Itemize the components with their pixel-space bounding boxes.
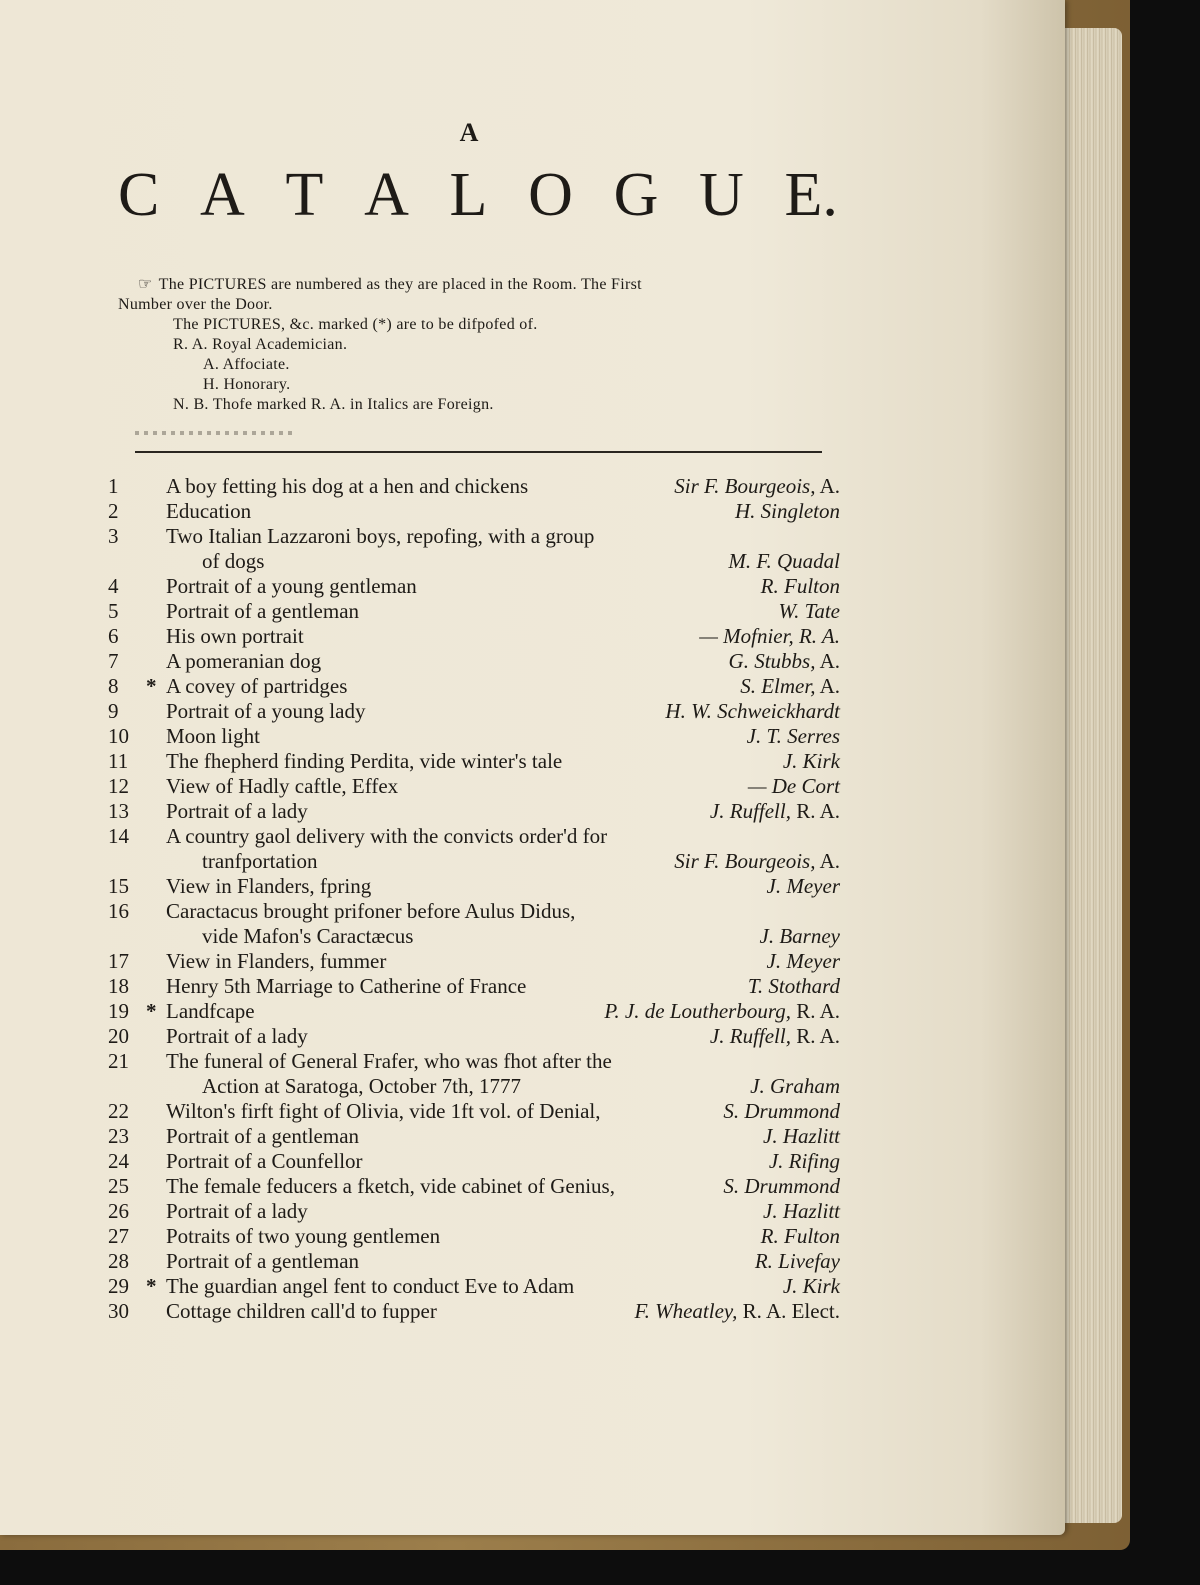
for-sale-mark: * — [146, 999, 157, 1023]
artist-name: J. Hazlitt — [763, 1199, 840, 1223]
entry-number: 14 — [108, 824, 129, 848]
entry-title: Moon light — [166, 724, 260, 748]
catalogue-entry — [100, 724, 840, 749]
entry-number: 8 — [108, 674, 119, 698]
artist-name: J. Barney — [759, 924, 840, 948]
title-article: A — [459, 118, 481, 147]
artist-rank: R. A. — [796, 999, 840, 1023]
entry-number: 9 — [108, 699, 119, 723]
entry-artist — [748, 774, 840, 799]
catalogue-entry — [100, 1024, 840, 1049]
artist-name: J. Kirk — [782, 1274, 840, 1298]
artist-rank: R. A. Elect. — [742, 1299, 840, 1323]
entry-row — [100, 799, 840, 824]
entry-artist — [665, 699, 840, 724]
entry-title: Cottage children call'd to fupper — [166, 1299, 437, 1323]
artist-name: W. Tate — [778, 599, 840, 623]
entry-title: Henry 5th Marriage to Catherine of France — [166, 974, 527, 998]
instructions-notes — [118, 275, 848, 415]
entry-continuation — [100, 924, 840, 949]
catalogue-entry — [100, 624, 840, 649]
entry-row — [100, 824, 840, 849]
for-sale-mark: * — [146, 1274, 157, 1298]
catalogue-entry — [100, 1049, 840, 1099]
note-line — [118, 275, 848, 295]
note-line: Number over the Door. — [118, 296, 273, 313]
catalogue-entry — [100, 649, 840, 674]
catalogue-entry — [100, 1274, 840, 1299]
entry-artist — [710, 799, 840, 824]
catalogue-entry — [100, 1249, 840, 1274]
artist-name: P. J. de Loutherbourg, — [604, 999, 791, 1023]
catalogue-entry — [100, 899, 840, 949]
title-letter: C — [118, 161, 160, 229]
entry-title: The guardian angel fent to conduct Eve to Adam — [166, 1274, 575, 1298]
entry-title: His own portrait — [166, 624, 304, 648]
artist-name: F. Wheatley, — [634, 1299, 738, 1323]
catalogue-entry — [100, 999, 840, 1024]
entry-artist — [750, 1074, 840, 1099]
entry-title: Portrait of a gentleman — [166, 599, 360, 623]
entry-title-continued: vide Mafon's Caractæcus — [202, 924, 414, 948]
entry-number: 13 — [108, 799, 129, 823]
entry-title: Portrait of a lady — [166, 1199, 308, 1223]
entry-artist — [763, 1124, 840, 1149]
title-letter: U — [699, 161, 744, 229]
artist-name: G. Stubbs, — [728, 649, 816, 673]
catalogue-entry — [100, 699, 840, 724]
entry-number: 2 — [108, 499, 119, 523]
catalogue-entry — [100, 824, 840, 874]
catalogue-entry — [100, 1124, 840, 1149]
entry-artist — [761, 574, 840, 599]
entry-artist — [767, 874, 840, 899]
entry-row — [100, 874, 840, 899]
entry-number: 5 — [108, 599, 119, 623]
artist-rank: R. A. — [796, 1024, 840, 1048]
entry-row — [100, 1299, 840, 1324]
faint-rule — [135, 431, 295, 435]
entry-row — [100, 774, 840, 799]
entry-row — [100, 724, 840, 749]
entry-title: Potraits of two young gentlemen — [166, 1224, 441, 1248]
entry-title: Portrait of a lady — [166, 1024, 308, 1048]
note-line: A. Affociate. — [203, 356, 290, 373]
entry-row — [100, 574, 840, 599]
entry-number: 11 — [108, 749, 129, 773]
entry-number: 27 — [108, 1224, 129, 1248]
entry-row — [100, 1049, 840, 1074]
catalogue-entry — [100, 1099, 840, 1124]
entry-row — [100, 1124, 840, 1149]
entry-row — [100, 1099, 840, 1124]
note-line: R. A. Royal Academician. — [173, 336, 348, 353]
page-title — [118, 160, 838, 231]
entry-number: 21 — [108, 1049, 129, 1073]
entry-number: 1 — [108, 474, 119, 498]
divider-rule — [135, 451, 822, 453]
artist-name: J. Ruffell, — [709, 1024, 791, 1048]
artist-name: H. W. Schweickhardt — [665, 699, 840, 723]
entry-artist — [748, 974, 840, 999]
entry-artist — [699, 624, 840, 649]
entry-title: The fhepherd finding Perdita, vide winter's tale — [166, 749, 563, 773]
entry-number: 6 — [108, 624, 119, 648]
artist-name: J. Meyer — [766, 874, 840, 898]
catalogue-entry — [100, 974, 840, 999]
artist-name: J. T. Serres — [746, 724, 840, 748]
entry-title: A country gaol delivery with the convicts order'd for — [166, 824, 608, 848]
artist-name: J. Hazlitt — [763, 1124, 840, 1148]
entry-artist — [761, 1224, 840, 1249]
entry-title: Wilton's firft fight of Olivia, vide 1ft vol. of Denial, — [166, 1099, 601, 1123]
entry-continuation — [100, 849, 840, 874]
entry-artist — [604, 999, 840, 1024]
catalogue-entries — [100, 474, 840, 1324]
entry-number: 30 — [108, 1299, 129, 1323]
entry-row — [100, 1224, 840, 1249]
entry-number: 29 — [108, 1274, 129, 1298]
artist-name: R. Fulton — [760, 1224, 840, 1248]
entry-artist — [728, 549, 840, 574]
entry-title: A covey of partridges — [166, 674, 348, 698]
entry-artist — [763, 1199, 840, 1224]
entry-number: 26 — [108, 1199, 129, 1223]
catalogue-entry — [100, 1149, 840, 1174]
note-line: H. Honorary. — [203, 376, 291, 393]
entry-row — [100, 999, 840, 1024]
entry-number: 24 — [108, 1149, 129, 1173]
artist-name: Sir F. Bourgeois, — [674, 474, 816, 498]
artist-rank: A. — [819, 674, 840, 698]
entry-row — [100, 1149, 840, 1174]
entry-title: Landfcape — [166, 999, 255, 1023]
artist-name: J. Graham — [750, 1074, 840, 1098]
entry-row — [100, 749, 840, 774]
artist-name: S. Drummond — [723, 1174, 840, 1198]
entry-row — [100, 1199, 840, 1224]
entry-title: Two Italian Lazzaroni boys, repofing, with a group — [166, 524, 595, 548]
artist-name: T. Stothard — [747, 974, 840, 998]
artist-name: J. Kirk — [782, 749, 840, 773]
entry-continuation — [100, 1074, 840, 1099]
entry-title: A pomeranian dog — [166, 649, 322, 673]
catalogue-entry — [100, 1174, 840, 1199]
catalogue-entry — [100, 1199, 840, 1224]
catalogue-entry — [100, 874, 840, 899]
catalogue-entry — [100, 524, 840, 574]
artist-name: R. Fulton — [760, 574, 840, 598]
entry-title: Portrait of a lady — [166, 799, 308, 823]
entry-artist — [755, 1249, 840, 1274]
title-letter: T — [285, 161, 324, 229]
entry-artist — [767, 949, 840, 974]
catalogue-entry — [100, 674, 840, 699]
entry-title-continued: of dogs — [202, 549, 265, 573]
catalogue-entry — [100, 499, 840, 524]
catalogue-entry — [100, 474, 840, 499]
artist-rank: A. — [819, 474, 840, 498]
entry-number: 16 — [108, 899, 129, 923]
entry-title: Portrait of a Counfellor — [166, 1149, 363, 1173]
entry-row — [100, 524, 840, 549]
entry-row — [100, 599, 840, 624]
entry-artist — [635, 1299, 841, 1324]
entry-number: 12 — [108, 774, 129, 798]
catalogue-entry — [100, 599, 840, 624]
entry-title: A boy fetting his dog at a hen and chickens — [166, 474, 529, 498]
entry-row — [100, 949, 840, 974]
entry-title: View of Hadly caftle, Effex — [166, 774, 399, 798]
catalogue-entry — [100, 1299, 840, 1324]
entry-artist — [769, 1149, 840, 1174]
entry-number: 23 — [108, 1124, 129, 1148]
catalogue-entry — [100, 574, 840, 599]
title-letter: A — [200, 161, 245, 229]
artist-rank: A. — [819, 649, 840, 673]
entry-row — [100, 974, 840, 999]
artist-rank: R. A. — [796, 799, 840, 823]
entry-row — [100, 474, 840, 499]
entry-row — [100, 674, 840, 699]
entry-title: Portrait of a gentleman — [166, 1124, 360, 1148]
entry-number: 4 — [108, 574, 119, 598]
entry-row — [100, 499, 840, 524]
catalogue-entry — [100, 1224, 840, 1249]
artist-name: J. Rifing — [768, 1149, 840, 1173]
artist-name: — De Cort — [747, 774, 840, 798]
entry-number: 20 — [108, 1024, 129, 1048]
entry-artist — [747, 724, 840, 749]
entry-number: 10 — [108, 724, 129, 748]
entry-number: 7 — [108, 649, 119, 673]
note-line: The PICTURES, &c. marked (*) are to be difpofed of. — [173, 316, 538, 333]
entry-title: View in Flanders, fummer — [166, 949, 387, 973]
artist-name: S. Drummond — [723, 1099, 840, 1123]
for-sale-mark: * — [146, 674, 157, 698]
entry-row — [100, 649, 840, 674]
entry-artist — [760, 924, 840, 949]
catalogue-entry — [100, 799, 840, 824]
title-letter: E. — [784, 161, 838, 229]
title-letter: O — [528, 161, 573, 229]
entry-row — [100, 1024, 840, 1049]
entry-row — [100, 624, 840, 649]
entry-row — [100, 699, 840, 724]
artist-name: J. Ruffell, — [709, 799, 791, 823]
entry-title: The funeral of General Frafer, who was fhot after the — [166, 1049, 612, 1073]
entry-title: Caractacus brought prifoner before Aulus Didus, — [166, 899, 576, 923]
title-letter: L — [449, 161, 488, 229]
title-letter: G — [613, 161, 659, 229]
catalogue-entry — [100, 749, 840, 774]
entry-number: 17 — [108, 949, 129, 973]
entry-number: 3 — [108, 524, 119, 548]
artist-rank: A. — [819, 849, 840, 873]
entry-row — [100, 1249, 840, 1274]
entry-artist — [779, 599, 840, 624]
entry-artist — [674, 849, 840, 874]
entry-continuation — [100, 549, 840, 574]
entry-artist — [710, 1024, 840, 1049]
entry-number: 18 — [108, 974, 129, 998]
artist-name: — Mofnier, R. A. — [699, 624, 840, 648]
entry-artist — [729, 649, 840, 674]
artist-name: R. Livefay — [754, 1249, 840, 1273]
entry-title: Education — [166, 499, 252, 523]
entry-title: Portrait of a young gentleman — [166, 574, 417, 598]
note-line: N. B. Thofe marked R. A. in Italics are Foreign. — [173, 396, 494, 413]
entry-row — [100, 899, 840, 924]
entry-number: 25 — [108, 1174, 129, 1198]
pointing-hand-icon: ☞ — [138, 276, 153, 293]
entry-title: Portrait of a young lady — [166, 699, 366, 723]
entry-title-continued: Action at Saratoga, October 7th, 1777 — [202, 1074, 521, 1098]
entry-title: View in Flanders, fpring — [166, 874, 372, 898]
note-text: The PICTURES are numbered as they are placed in the Room. The First — [158, 276, 642, 293]
entry-row — [100, 1174, 840, 1199]
entry-artist — [674, 474, 840, 499]
catalogue-entry — [100, 774, 840, 799]
entry-number: 19 — [108, 999, 129, 1023]
artist-name: J. Meyer — [766, 949, 840, 973]
artist-name: H. Singleton — [735, 499, 840, 523]
artist-name: Sir F. Bourgeois, — [674, 849, 816, 873]
entry-artist — [723, 1099, 840, 1124]
title-letter: A — [364, 161, 409, 229]
entry-artist — [735, 499, 840, 524]
catalogue-entry — [100, 949, 840, 974]
entry-number: 28 — [108, 1249, 129, 1273]
entry-row — [100, 1274, 840, 1299]
artist-name: S. Elmer, — [740, 674, 816, 698]
entry-number: 22 — [108, 1099, 129, 1123]
entry-title-continued: tranfportation — [202, 849, 318, 873]
entry-title: Portrait of a gentleman — [166, 1249, 360, 1273]
entry-number: 15 — [108, 874, 129, 898]
entry-artist — [723, 1174, 840, 1199]
entry-title: The female feducers a fketch, vide cabinet of Genius, — [166, 1174, 615, 1198]
entry-artist — [783, 749, 840, 774]
entry-artist — [740, 674, 840, 699]
entry-artist — [783, 1274, 840, 1299]
artist-name: M. F. Quadal — [728, 549, 840, 573]
